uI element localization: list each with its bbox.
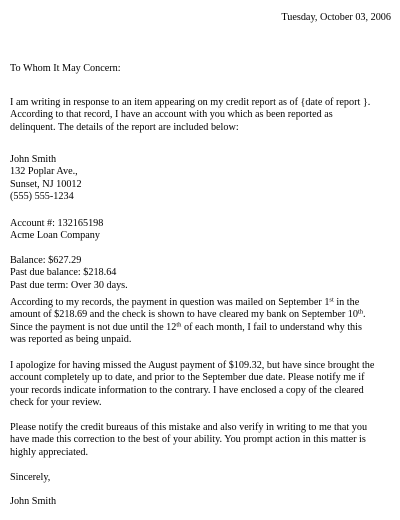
signature-name: John Smith <box>10 496 57 507</box>
paragraph-payment <box>10 297 393 347</box>
text-run: amount of $218.69 and the check is shown to have cleared my bank on September 10 <box>10 309 358 321</box>
sender-address <box>10 154 393 204</box>
account-company: Acme Loan Company <box>10 230 100 242</box>
paragraph-line: Please notify the credit bureaus of this mistake and also verify in writing to me that you <box>10 422 368 433</box>
sender-street: 132 Poplar Ave., <box>10 166 78 178</box>
balance: Balance: $627.29 <box>10 255 82 266</box>
sender-phone: (555) 555-1234 <box>10 191 74 203</box>
ordinal-suffix: th <box>357 308 364 316</box>
text-run: . <box>363 309 366 321</box>
paragraph-line <box>10 309 393 321</box>
paragraph-line: I am writing in response to an item appearing on my credit report as of {date of report }. <box>10 97 371 108</box>
paragraph-intro <box>10 97 393 134</box>
closing-text: Sincerely, <box>10 472 51 483</box>
text-run: of each month, I fail to understand why this <box>181 321 362 333</box>
paragraph-line: account completely up to date, and prior to the September due date. Please notify me if <box>10 372 365 384</box>
paragraph-line: According to that record, I have an account with you which as been reported as <box>10 109 333 121</box>
paragraph-apology <box>10 360 393 410</box>
salutation <box>10 63 393 75</box>
text-run: Since the payment is not due until the 12 <box>10 321 177 333</box>
salutation-text: To Whom It May Concern: <box>10 63 121 74</box>
paragraph-line: your records indicate information to the contrary. I have enclosed a copy of the cleared <box>10 384 364 396</box>
account-details <box>10 218 393 243</box>
past-due-term: Past due term: Over 30 days. <box>10 279 128 291</box>
past-due-balance: Past due balance: $218.64 <box>10 267 117 279</box>
account-number: Account #: 132165198 <box>10 218 104 229</box>
paragraph-request <box>10 422 393 459</box>
paragraph-line <box>10 322 393 334</box>
closing <box>10 472 393 484</box>
sender-city: Sunset, NJ 10012 <box>10 178 82 190</box>
ordinal-suffix: th <box>176 321 182 329</box>
balance-details <box>10 255 393 292</box>
paragraph-line: highly appreciated. <box>10 446 89 458</box>
paragraph-line: delinquent. The details of the report are included below: <box>10 121 239 133</box>
paragraph-line: have made this correction to the best of your ability. You prompt action in this matter is <box>10 434 366 446</box>
text-run: in the <box>333 297 360 308</box>
sender-name: John Smith <box>10 154 57 165</box>
paragraph-line: I apologize for having missed the August payment of $109.32, but have since brought the <box>10 360 375 371</box>
signature <box>10 496 393 508</box>
paragraph-line: check for your review. <box>10 397 102 409</box>
paragraph-line: was reported as being unpaid. <box>10 334 132 346</box>
letter-date: Tuesday, October 03, 2006 <box>281 12 391 23</box>
ordinal-suffix: st <box>329 296 334 304</box>
text-run: According to my records, the payment in question was mailed on September 1 <box>10 297 330 308</box>
paragraph-line <box>10 297 393 309</box>
